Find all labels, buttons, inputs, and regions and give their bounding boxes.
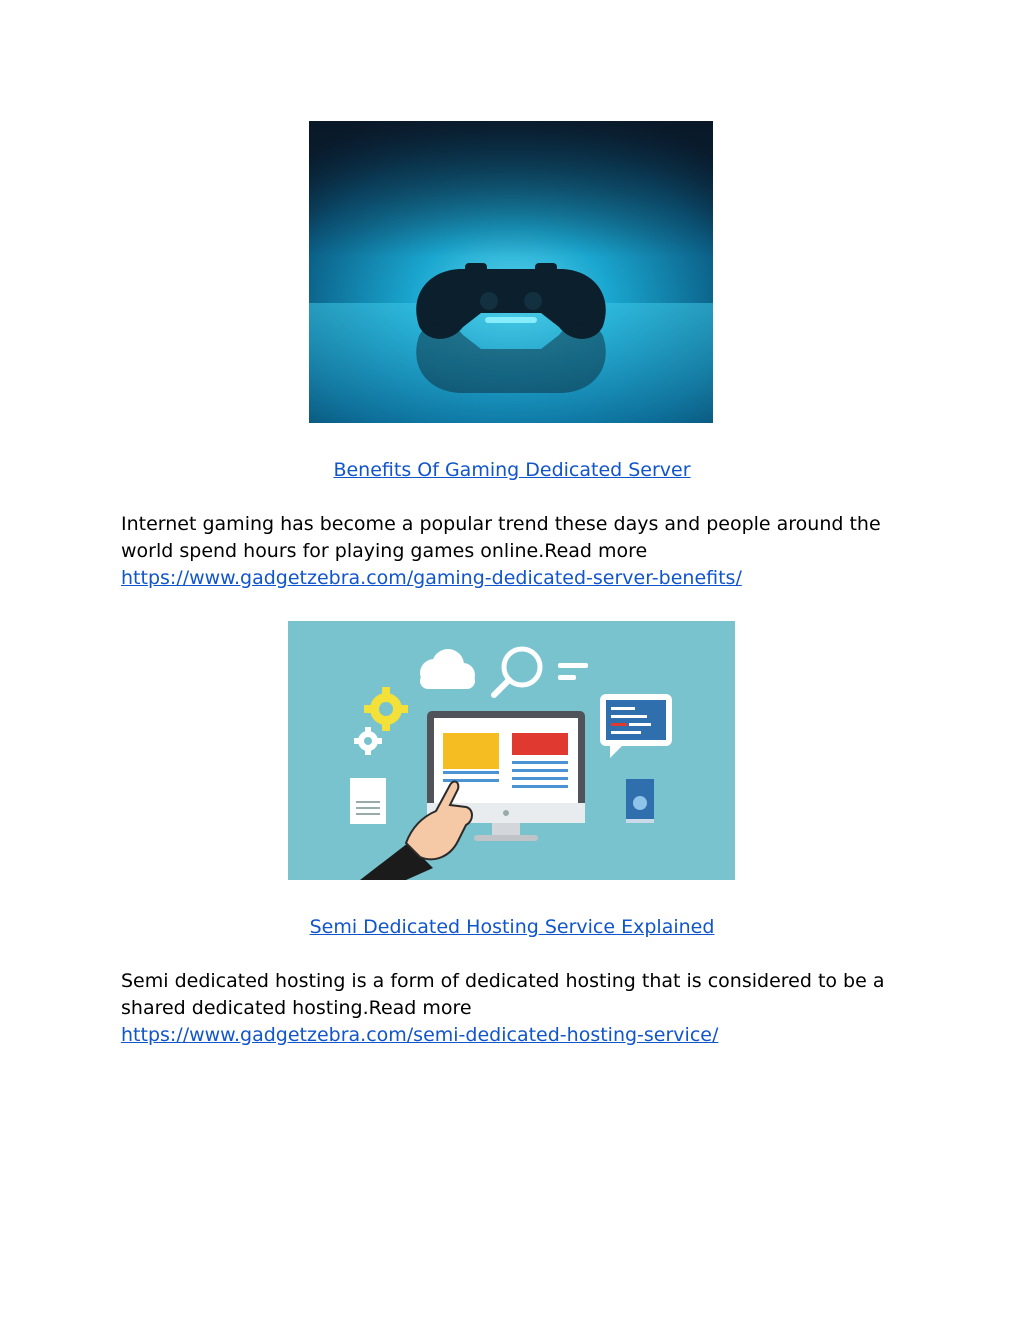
hosting-scene bbox=[288, 621, 735, 880]
description-line: world spend hours for playing games online.Read more bbox=[121, 540, 648, 562]
gamepad-scene bbox=[309, 121, 713, 423]
document-icon bbox=[350, 778, 386, 824]
description-line: Semi dedicated hosting is a form of dedicated hosting that is considered to be a bbox=[121, 970, 885, 992]
article-description-semi-dedicated bbox=[121, 968, 911, 1049]
article-url-link[interactable]: https://www.gadgetzebra.com/gaming-dedicated-server-benefits/ bbox=[121, 567, 742, 589]
description-line: shared dedicated hosting.Read more bbox=[121, 997, 472, 1019]
article-title-gaming-server[interactable]: Benefits Of Gaming Dedicated Server bbox=[333, 459, 691, 481]
description-line: Internet gaming has become a popular trend these days and people around the bbox=[121, 513, 881, 535]
dash-icon bbox=[558, 663, 588, 668]
article-title-semi-dedicated[interactable]: Semi Dedicated Hosting Service Explained bbox=[309, 916, 715, 938]
article-description-gaming-server bbox=[121, 511, 911, 592]
gamepad-controller-image bbox=[309, 121, 713, 423]
dash-icon bbox=[558, 675, 576, 680]
book-icon bbox=[626, 779, 654, 823]
article-url-link[interactable]: https://www.gadgetzebra.com/semi-dedicated-hosting-service/ bbox=[121, 1024, 719, 1046]
web-hosting-illustration bbox=[288, 621, 735, 880]
